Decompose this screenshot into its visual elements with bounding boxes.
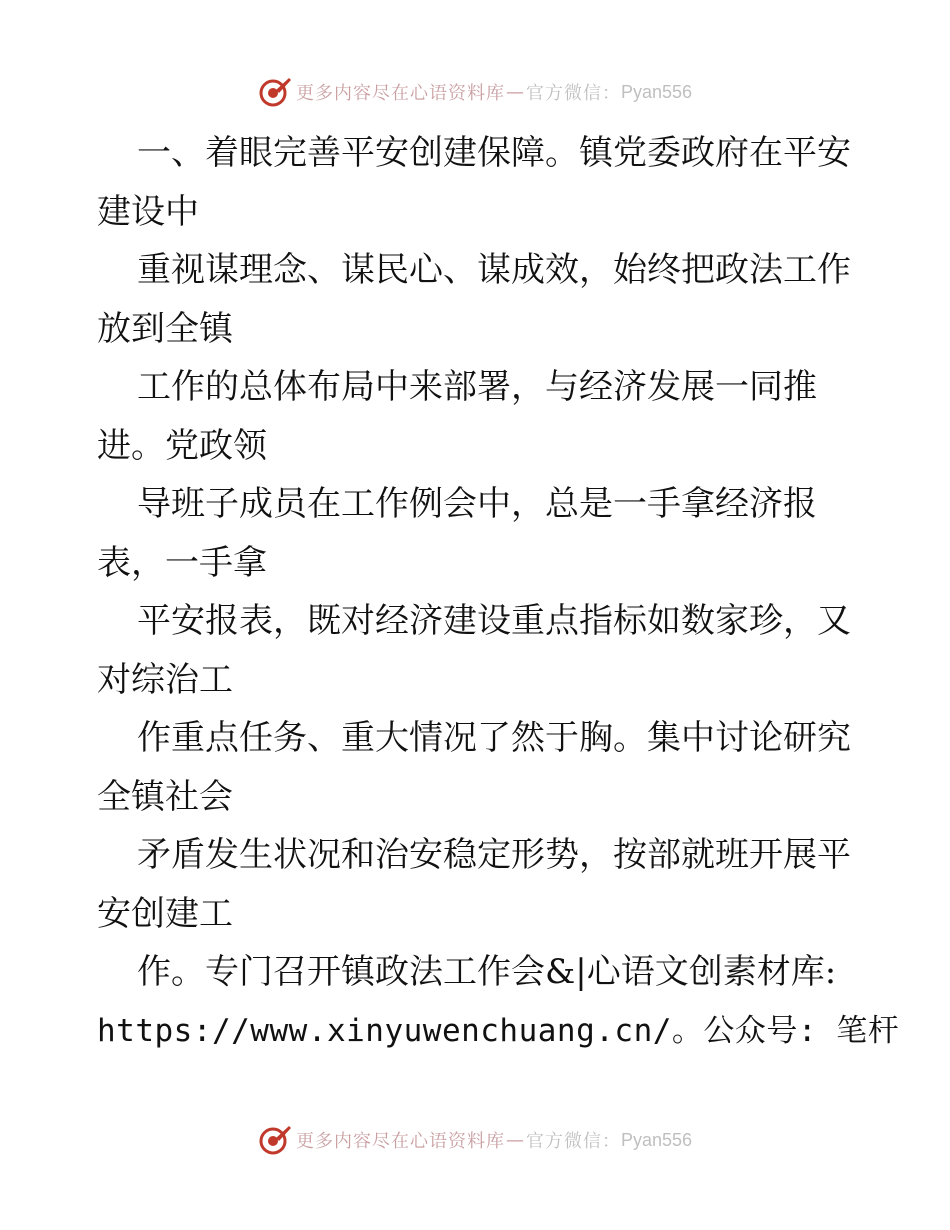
- document-body: [97, 124, 900, 1060]
- paragraph-line: 安创建工: [97, 893, 233, 934]
- paragraph-line: 建设中: [97, 191, 199, 232]
- watermark-tail-text: 官方微信：: [525, 1131, 621, 1152]
- pen-logo-icon: [258, 1123, 292, 1157]
- watermark-main-text: 更多内容尽在心语资料库: [295, 1131, 505, 1152]
- paragraph-line: 一、着眼完善平安创建保障。镇党委政府在平安: [137, 133, 851, 173]
- watermark-wechat-id: Pyan556: [620, 1129, 693, 1150]
- watermark-dash: —: [505, 1129, 525, 1151]
- header-watermark: [0, 72, 950, 112]
- paragraph-line: 作重点任务、重大情况了然于胸。集中讨论研究: [137, 718, 851, 758]
- watermark-wechat-id: Pyan556: [620, 81, 693, 102]
- paragraph-line: 工作的总体布局中来部署，与经济发展一同推: [137, 367, 817, 407]
- watermark-dash: —: [505, 81, 525, 103]
- paragraph-line: 矛盾发生状况和治安稳定形势，按部就班开展平: [137, 835, 851, 875]
- footer-watermark: [0, 1120, 950, 1160]
- paragraph-line: 对综治工: [97, 659, 233, 700]
- paragraph-line: 导班子成员在工作例会中，总是一手拿经济报: [137, 484, 817, 524]
- watermark-tail-text: 官方微信：: [525, 83, 621, 104]
- paragraph-line: 放到全镇: [97, 308, 233, 349]
- paragraph-line-url: https://www.xinyuwenchuang.cn/。公众号: 笔杆: [97, 1012, 900, 1049]
- paragraph-line: 作。专门召开镇政法工作会&|心语文创素材库:: [137, 952, 837, 992]
- paragraph-line: 重视谋理念、谋民心、谋成效，始终把政法工作: [137, 250, 851, 290]
- paragraph-line: 平安报表，既对经济建设重点指标如数家珍，又: [137, 601, 851, 641]
- paragraph-line: 表，一手拿: [97, 542, 267, 583]
- paragraph-line: 全镇社会: [97, 776, 233, 817]
- watermark-main-text: 更多内容尽在心语资料库: [295, 83, 505, 104]
- pen-logo-icon: [258, 75, 292, 109]
- paragraph-line: 进。党政领: [97, 425, 267, 466]
